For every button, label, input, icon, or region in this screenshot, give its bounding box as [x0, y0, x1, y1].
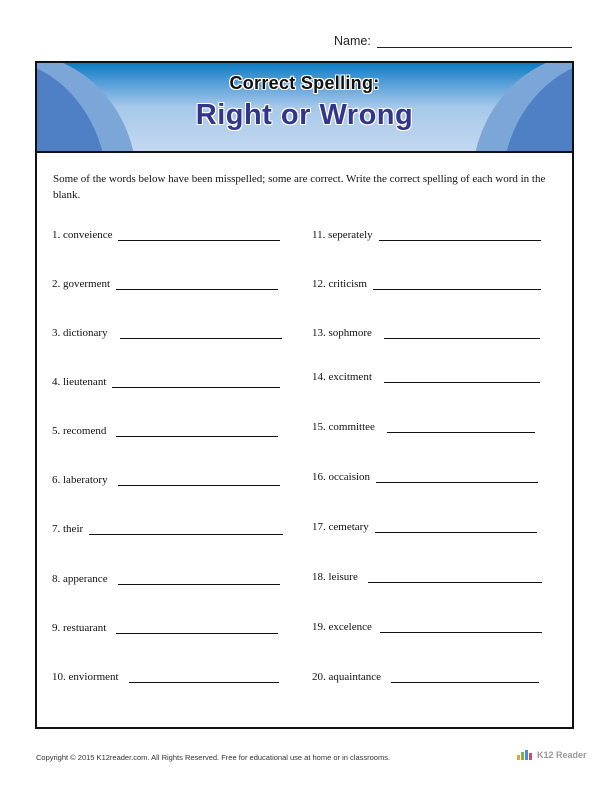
item-word: 4. lieutenant: [52, 376, 107, 388]
item-word: 18. leisure: [312, 571, 358, 583]
spelling-item: [52, 376, 280, 388]
answer-blank[interactable]: [112, 386, 280, 388]
spelling-item: [52, 327, 282, 339]
k12reader-logo: [516, 750, 587, 760]
item-word: 6. laberatory: [52, 474, 108, 486]
answer-blank[interactable]: [120, 337, 282, 339]
answer-blank[interactable]: [373, 288, 541, 290]
spelling-item: [52, 523, 283, 535]
item-word: 11. seperately: [312, 229, 373, 241]
item-word: 2. goverment: [52, 278, 111, 290]
item-word: 7. their: [52, 523, 84, 535]
spelling-item: [52, 671, 279, 683]
item-word: 1. conveience: [52, 229, 113, 241]
answer-blank[interactable]: [380, 631, 542, 633]
banner-subtitle: Correct Spelling:: [229, 73, 380, 93]
answer-blank[interactable]: [118, 583, 280, 585]
name-field: [334, 34, 572, 48]
spelling-item: [52, 474, 280, 486]
answer-blank[interactable]: [375, 531, 537, 533]
item-word: 14. excitment: [312, 371, 372, 383]
item-word: 13. sophmore: [312, 327, 372, 339]
title-banner: [37, 63, 572, 153]
spelling-item: [312, 521, 537, 533]
spelling-item: [52, 229, 280, 241]
answer-blank[interactable]: [391, 681, 539, 683]
answer-blank[interactable]: [118, 239, 280, 241]
instructions: Some of the words below have been misspelled; some are correct. Write the correct spelling of each word in the blank.: [53, 173, 546, 201]
spelling-item: [312, 571, 542, 583]
answer-blank[interactable]: [384, 381, 540, 383]
copyright-notice: Copyright © 2015 K12reader.com. All Rights Reserved. Free for educational use at home or in classrooms.: [36, 753, 391, 762]
spelling-item: [312, 471, 538, 483]
spelling-item: [312, 229, 541, 241]
spelling-item: [312, 671, 539, 683]
answer-blank[interactable]: [89, 533, 283, 535]
answer-blank[interactable]: [376, 481, 538, 483]
spelling-item: [312, 421, 535, 433]
name-blank[interactable]: [377, 35, 572, 48]
answer-blank[interactable]: [384, 337, 540, 339]
item-word: 5. recomend: [52, 425, 107, 437]
item-word: 20. aquaintance: [312, 671, 382, 683]
banner-title: Right or Wrong: [195, 99, 414, 131]
item-word: 16. occaision: [312, 471, 371, 483]
answer-blank[interactable]: [118, 484, 280, 486]
item-word: 9. restuarant: [52, 622, 107, 634]
logo-text: K12 Reader: [537, 750, 587, 760]
item-word: 17. cemetary: [312, 521, 369, 533]
answer-blank[interactable]: [129, 681, 279, 683]
pencil-logo-icon: [516, 750, 534, 760]
spelling-item: [52, 622, 278, 634]
item-word: 15. committee: [312, 421, 375, 433]
item-word: 8. apperance: [52, 573, 108, 585]
answer-blank[interactable]: [387, 431, 535, 433]
answer-blank[interactable]: [379, 239, 541, 241]
worksheet-frame: [35, 61, 574, 729]
spelling-item: [312, 621, 542, 633]
answer-blank[interactable]: [116, 435, 278, 437]
item-word: 12. criticism: [312, 278, 367, 290]
name-label: Name:: [334, 34, 371, 48]
spelling-item: [312, 371, 540, 383]
spelling-item: [52, 425, 278, 437]
spelling-item: [52, 573, 280, 585]
spelling-item: [52, 278, 278, 290]
item-word: 19. excelence: [312, 621, 372, 633]
item-word: 3. dictionary: [52, 327, 108, 339]
spelling-item: [312, 327, 540, 339]
spelling-item: [312, 278, 541, 290]
answer-blank[interactable]: [116, 632, 278, 634]
answer-blank[interactable]: [116, 288, 278, 290]
answer-blank[interactable]: [368, 581, 542, 583]
item-word: 10. enviorment: [52, 671, 119, 683]
